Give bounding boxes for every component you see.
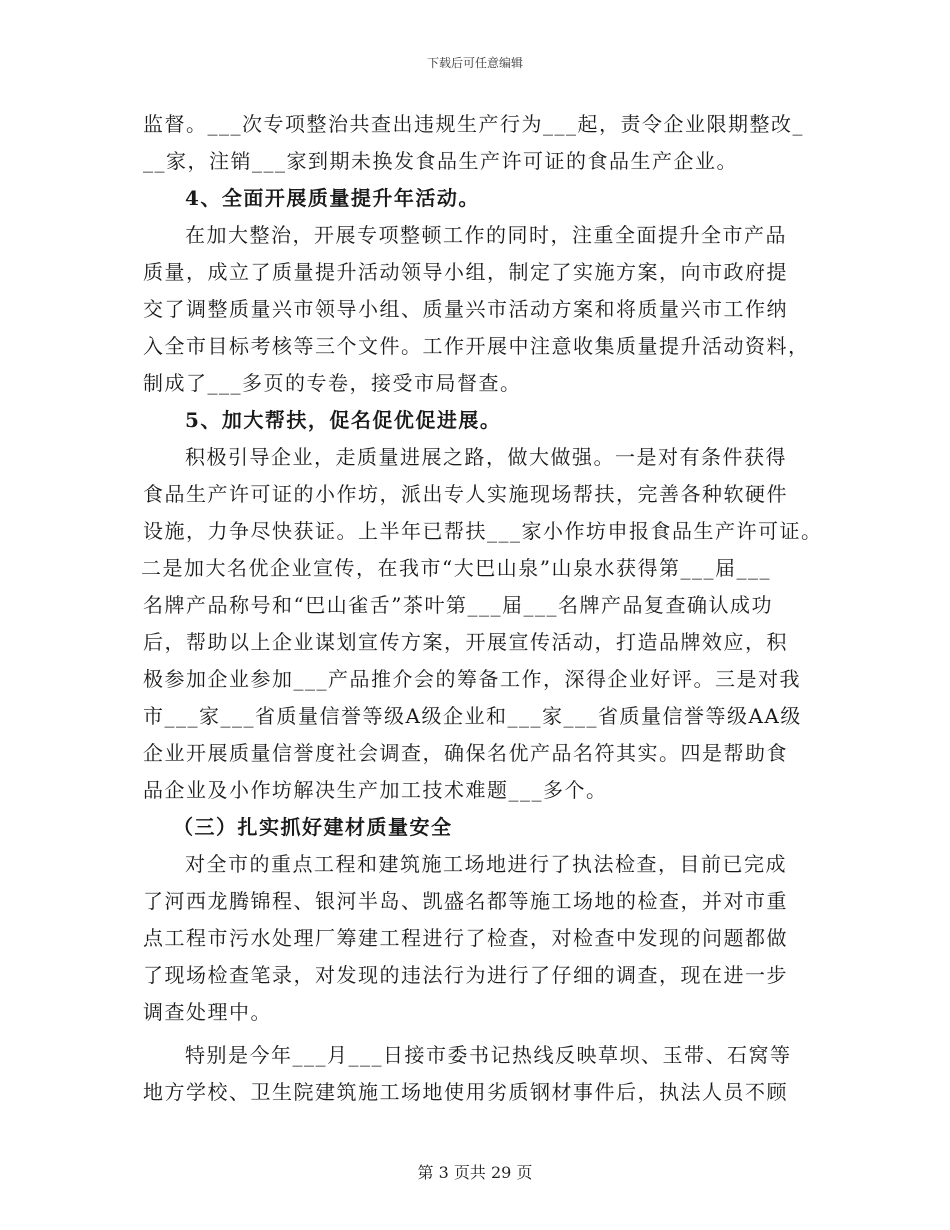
body-line: __家，注销___家到期未换发食品生产许可证的食品生产企业。	[143, 149, 738, 173]
body-line: 品企业及小作坊解决生产加工技术难题___多个。	[143, 778, 608, 802]
body-line: 企业开展质量信誉度社会调查，确保名优产品名符其实。四是帮助食	[143, 741, 788, 765]
body-line: 在加大整治，开展专项整顿工作的同时，注重全面提升全市产品	[185, 223, 787, 247]
body-line: 名牌产品称号和“巴山雀舌”茶叶第___届___名牌产品复查确认成功	[143, 593, 773, 617]
section-heading: 4、全面开展质量提升年活动。	[185, 186, 480, 210]
body-line: 点工程市污水处理厂筹建工程进行了检查，对检查中发现的问题都做	[143, 926, 788, 950]
body-line: 特别是今年___月___日接市委书记热线反映草坝、玉带、石窝等	[185, 1043, 792, 1067]
document-body	[143, 106, 823, 1111]
body-line: 设施，力争尽快获证。上半年已帮扶___家小作坊申报食品生产许可证。	[143, 519, 823, 543]
body-line: 交了调整质量兴市领导小组、质量兴市活动方案和将质量兴市工作纳	[143, 297, 788, 321]
page-header: 下载后可任意编辑	[426, 56, 523, 70]
body-line: 监督。___次专项整治共查出违规生产行为___起，责令企业限期整改_	[143, 112, 804, 136]
body-line: 制成了___多页的专卷，接受市局督查。	[143, 371, 522, 395]
section-heading: （三）扎实抓好建材质量安全	[173, 815, 453, 839]
body-line: 市___家___省质量信誉等级A级企业和___家___省质量信誉等级AA级	[143, 704, 802, 728]
page-number: 第 3 页共 29 页	[417, 1163, 533, 1182]
body-line: 调查处理中。	[143, 1000, 272, 1024]
body-line: 地方学校、卫生院建筑施工场地使用劣质钢材事件后，执法人员不顾	[143, 1080, 788, 1104]
body-line: 极参加企业参加___产品推介会的筹备工作，深得企业好评。三是对我	[143, 667, 801, 691]
body-line: 积极引导企业，走质量进展之路，做大做强。一是对有条件获得	[185, 445, 787, 469]
section-heading: 5、加大帮扶，促名促优促进展。	[185, 408, 502, 432]
body-line: 二是加大名优企业宣传，在我市“大巴山泉”山泉水获得第___届___	[141, 556, 771, 580]
body-line: 食品生产许可证的小作坊，派出专人实施现场帮扶，完善各种软硬件	[143, 482, 788, 506]
body-line: 入全市目标考核等三个文件。工作开展中注意收集质量提升活动资料，	[143, 334, 810, 358]
body-line: 质量，成立了质量提升活动领导小组，制定了实施方案，向市政府提	[143, 260, 788, 284]
body-line: 了河西龙腾锦程、银河半岛、凯盛名都等施工场地的检查，并对市重	[143, 889, 788, 913]
body-line: 了现场检查笔录，对发现的违法行为进行了仔细的调查，现在进一步	[143, 963, 788, 987]
body-line: 对全市的重点工程和建筑施工场地进行了执法检查，目前已完成	[185, 852, 787, 876]
body-line: 后，帮助以上企业谋划宣传方案，开展宣传活动，打造品牌效应，积	[143, 630, 788, 654]
